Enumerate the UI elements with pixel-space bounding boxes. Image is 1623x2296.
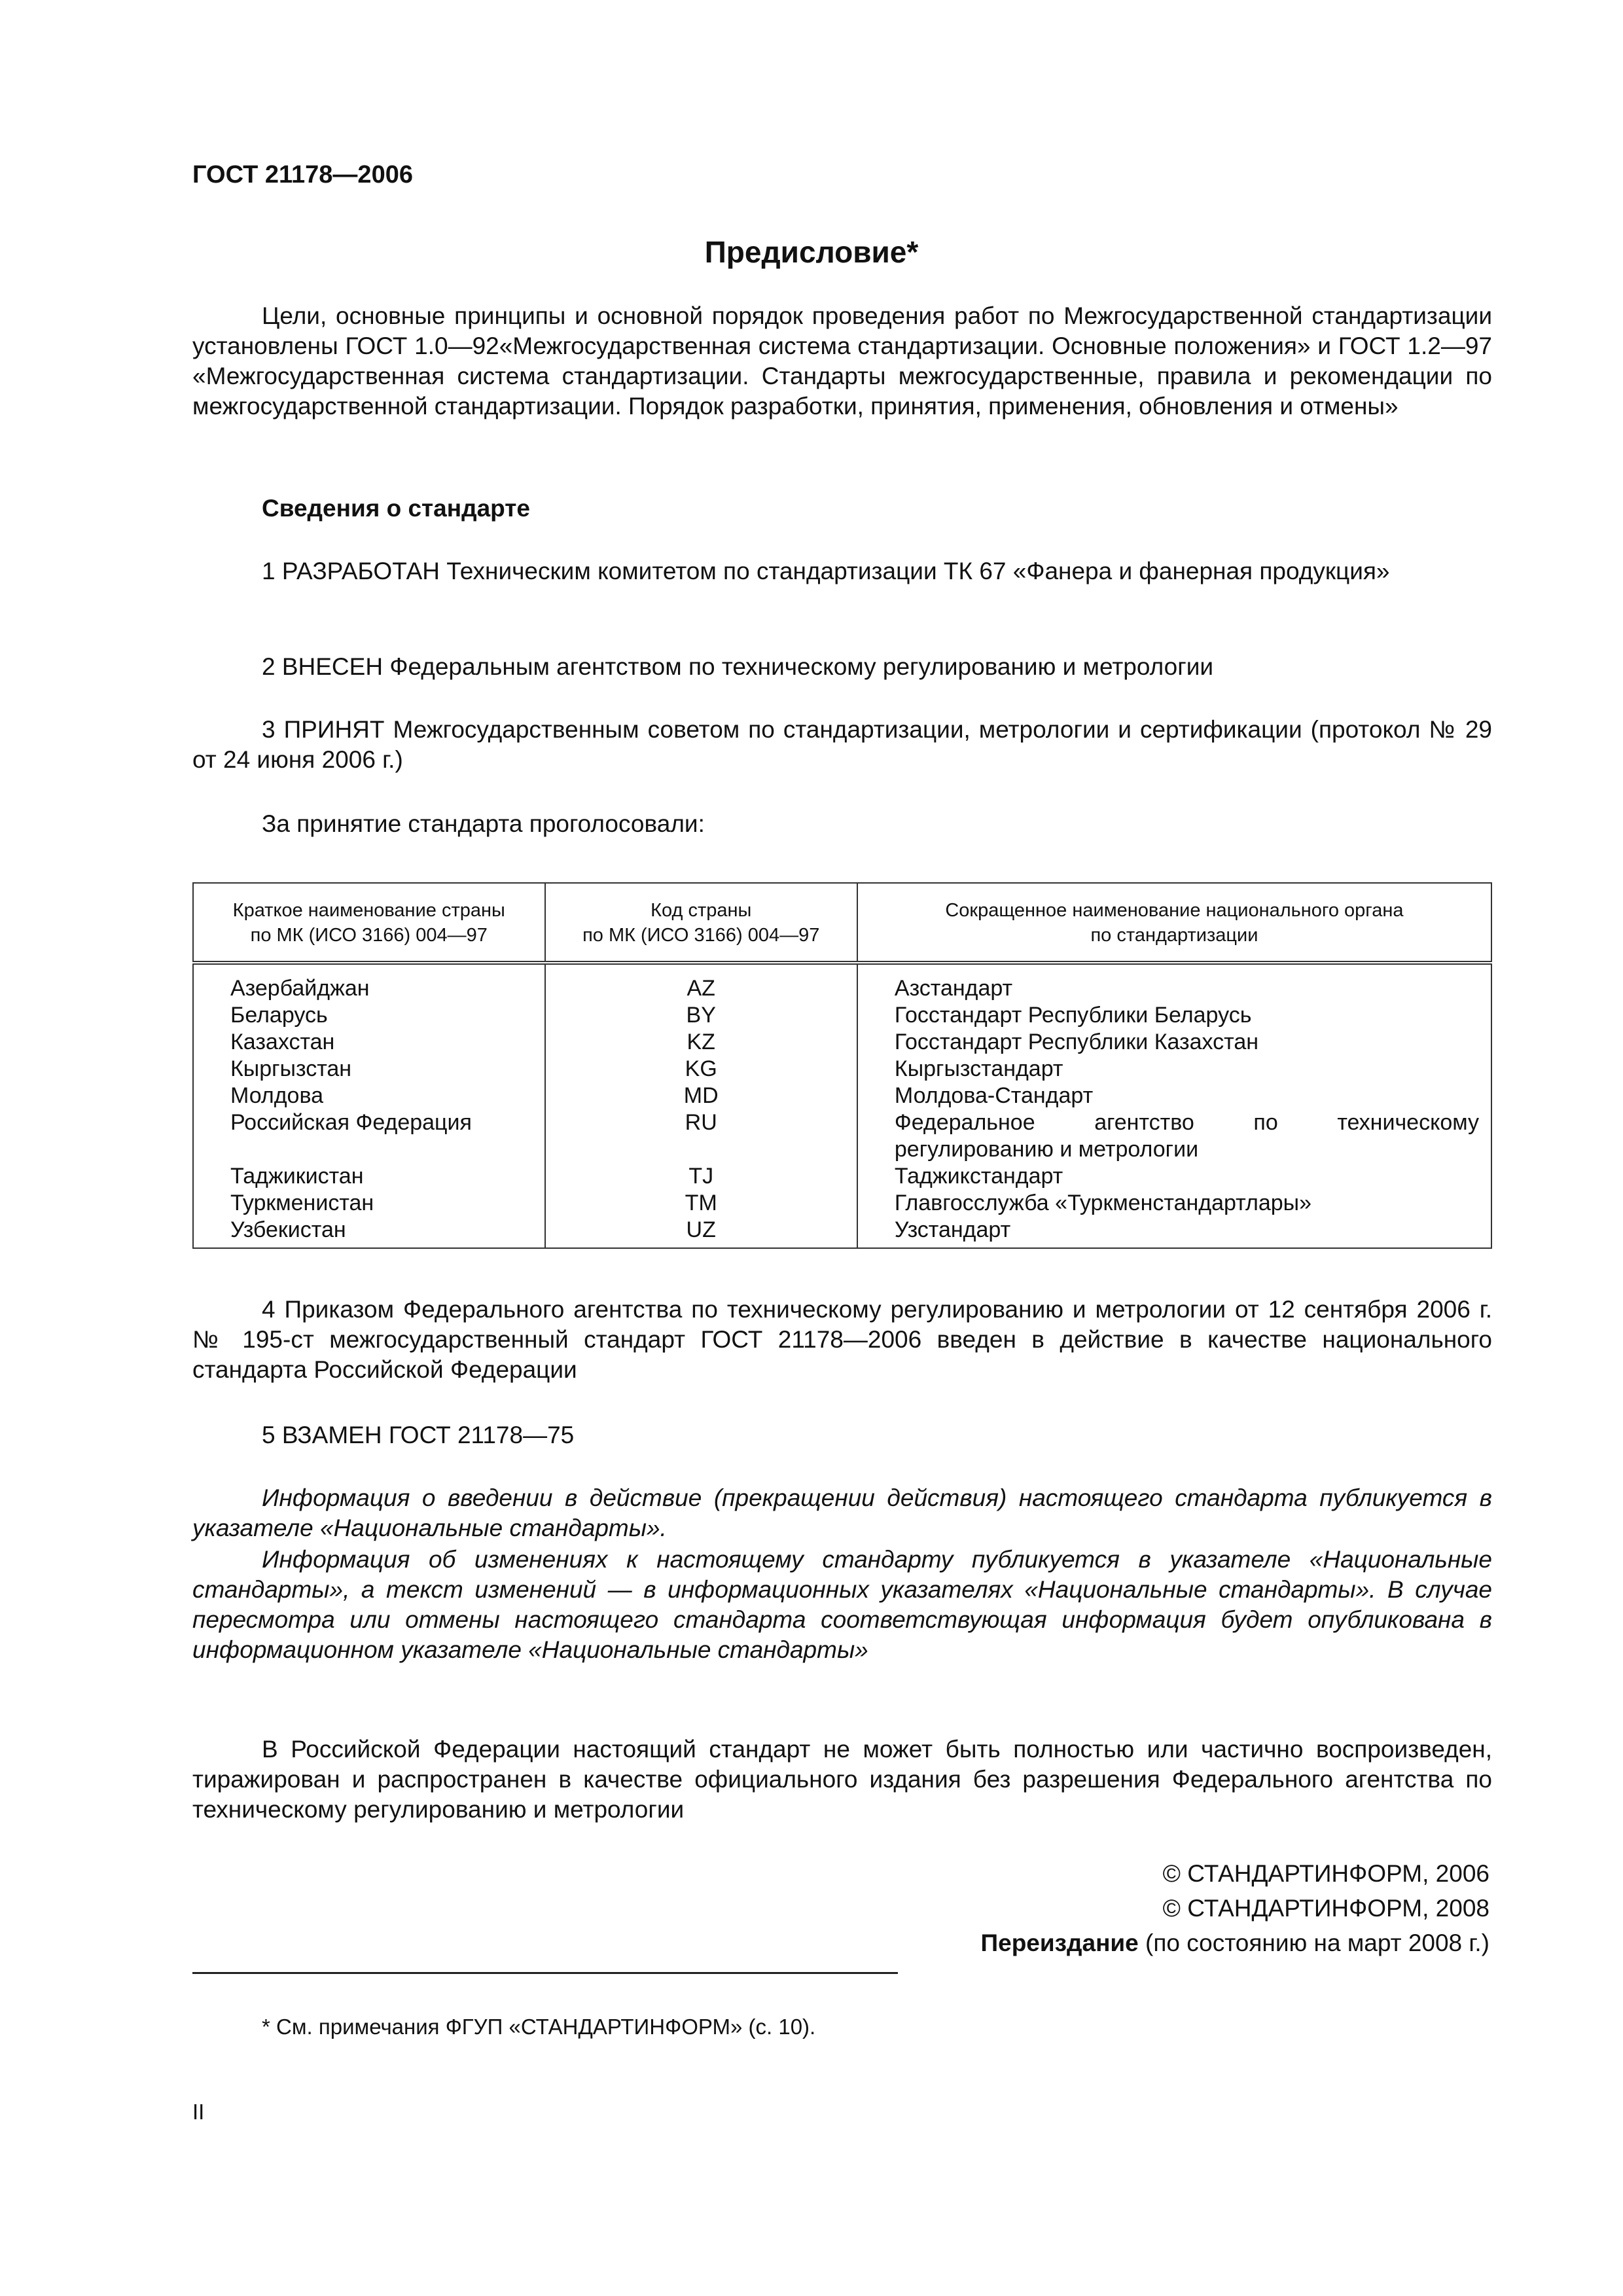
col-header-body-line1: Сокращенное наименование национального органа xyxy=(945,900,1404,921)
copyright-line-2008: © СТАНДАРТИНФОРМ, 2008 xyxy=(1162,1895,1489,1922)
code-cell: BY xyxy=(545,1002,857,1029)
document-code-header: ГОСТ 21178—2006 xyxy=(192,161,413,188)
reissue-note: (по состоянию на март 2008 г.) xyxy=(1138,1929,1489,1956)
col-header-country-line2: по МК (ИСО 3166) 004—97 xyxy=(250,925,488,946)
body-cell: Госстандарт Республики Казахстан xyxy=(857,1029,1491,1056)
footnote: * См. примечания ФГУП «СТАНДАРТИНФОРМ» (с. 10). xyxy=(262,2015,816,2039)
country-cell: Таджикистан xyxy=(193,1163,545,1190)
code-cell: KG xyxy=(545,1056,857,1083)
code-cell: KZ xyxy=(545,1029,857,1056)
body-cell: Молдова-Стандарт xyxy=(857,1083,1491,1109)
code-cell: RU xyxy=(545,1109,857,1163)
item-4-order: 4 Приказом Федерального агентства по техническому регулированию и метрологии от 12 сентября 2006 г. № 195-ст межгосударственный стандарт ГОСТ 21178—2006 введен в действие в качестве национального стандарта Российской Федерации xyxy=(192,1296,1492,1383)
code-cell: TJ xyxy=(545,1163,857,1190)
code-cell: UZ xyxy=(545,1217,857,1248)
col-header-code xyxy=(545,883,857,963)
votes-table xyxy=(192,882,1492,1249)
foreword-title: Предисловие* xyxy=(704,235,919,269)
copyright-block xyxy=(981,1856,1489,1960)
reissue-label: Переиздание xyxy=(980,1929,1139,1956)
item-5-replaces: 5 ВЗАМЕН ГОСТ 21178—75 xyxy=(262,1422,575,1448)
country-cell: Беларусь xyxy=(193,1002,545,1029)
table-row xyxy=(193,1029,1491,1056)
reproduction-notice: В Российской Федерации настоящий стандарт не может быть полностью или частично воспроизведен, тиражирован и распространен в качестве официального издания без разрешения Федерального агентства по техническому регулированию и метрологии xyxy=(192,1736,1492,1823)
table-row xyxy=(193,1190,1491,1217)
country-cell: Туркменистан xyxy=(193,1190,545,1217)
notice-introduction-info: Информация о введении в действие (прекращении действия) настоящего стандарта публикуется в указателе «Национальные стандарты». xyxy=(192,1484,1492,1541)
code-cell: TM xyxy=(545,1190,857,1217)
col-header-code-line2: по МК (ИСО 3166) 004—97 xyxy=(582,925,820,946)
col-header-code-line1: Код страны xyxy=(651,900,752,921)
table-row xyxy=(193,1083,1491,1109)
body-cell: Главгосслужба «Туркменстандартлары» xyxy=(857,1190,1491,1217)
country-cell: Узбекистан xyxy=(193,1217,545,1248)
item-3-adopted: 3 ПРИНЯТ Межгосударственным советом по стандартизации, метрологии и сертификации (протокол № 29 от 24 июня 2006 г.) xyxy=(192,716,1492,773)
country-cell: Молдова xyxy=(193,1083,545,1109)
table-row xyxy=(193,1217,1491,1248)
votes-intro: За принятие стандарта проголосовали: xyxy=(262,810,705,837)
col-header-country xyxy=(193,883,545,963)
notice-changes-info: Информация об изменениях к настоящему стандарту публикуется в указателе «Национальные стандарты», а текст изменений — в информационных указателях «Национальные стандарты». В случае пересмотра или отмены настоящего стандарта соответствующая информация будет опубликована в информационном указателе «Национальные стандарты» xyxy=(192,1546,1492,1663)
country-cell: Азербайджан xyxy=(193,963,545,1002)
body-cell: Госстандарт Республики Беларусь xyxy=(857,1002,1491,1029)
table-row xyxy=(193,1056,1491,1083)
body-cell: Азстандарт xyxy=(857,963,1491,1002)
page-number: II xyxy=(192,2100,205,2124)
body-cell: Таджикстандарт xyxy=(857,1163,1491,1190)
col-header-body-line2: по стандартизации xyxy=(1090,925,1258,946)
col-header-country-line1: Краткое наименование страны xyxy=(232,900,505,921)
body-cell: Федеральное агентство по техническому регулированию и метрологии xyxy=(857,1109,1491,1163)
votes-table-header-row xyxy=(193,883,1491,963)
copyright-line-2006: © СТАНДАРТИНФОРМ, 2006 xyxy=(1162,1860,1489,1887)
foreword-intro-paragraph: Цели, основные принципы и основной порядок проведения работ по Межгосударственной стандартизации установлены ГОСТ 1.0—92«Межгосударственная система стандартизации. Основные положения» и ГОСТ 1.2—97 «Межгосударственная система стандартизации. Стандарты межгосударственные, правила и рекомендации по межгосударственной стандартизации. Порядок разработки, принятия, применения, обновления и отмены» xyxy=(192,302,1492,420)
item-2-submitted: 2 ВНЕСЕН Федеральным агентством по техническому регулированию и метрологии xyxy=(262,653,1214,680)
table-row xyxy=(193,963,1491,1002)
table-row xyxy=(193,1163,1491,1190)
col-header-body xyxy=(857,883,1491,963)
body-cell: Узстандарт xyxy=(857,1217,1491,1248)
code-cell: MD xyxy=(545,1083,857,1109)
table-row xyxy=(193,1109,1491,1163)
body-cell: Кыргызстандарт xyxy=(857,1056,1491,1083)
item-1-developed: 1 РАЗРАБОТАН Техническим комитетом по стандартизации ТК 67 «Фанера и фанерная продукция» xyxy=(262,558,1390,584)
standard-info-heading: Сведения о стандарте xyxy=(262,495,530,522)
country-cell: Российская Федерация xyxy=(193,1109,545,1163)
footnote-divider xyxy=(192,1972,898,1974)
country-cell: Кыргызстан xyxy=(193,1056,545,1083)
reissue-line xyxy=(981,1926,1489,1960)
country-cell: Казахстан xyxy=(193,1029,545,1056)
table-row xyxy=(193,1002,1491,1029)
code-cell: AZ xyxy=(545,963,857,1002)
